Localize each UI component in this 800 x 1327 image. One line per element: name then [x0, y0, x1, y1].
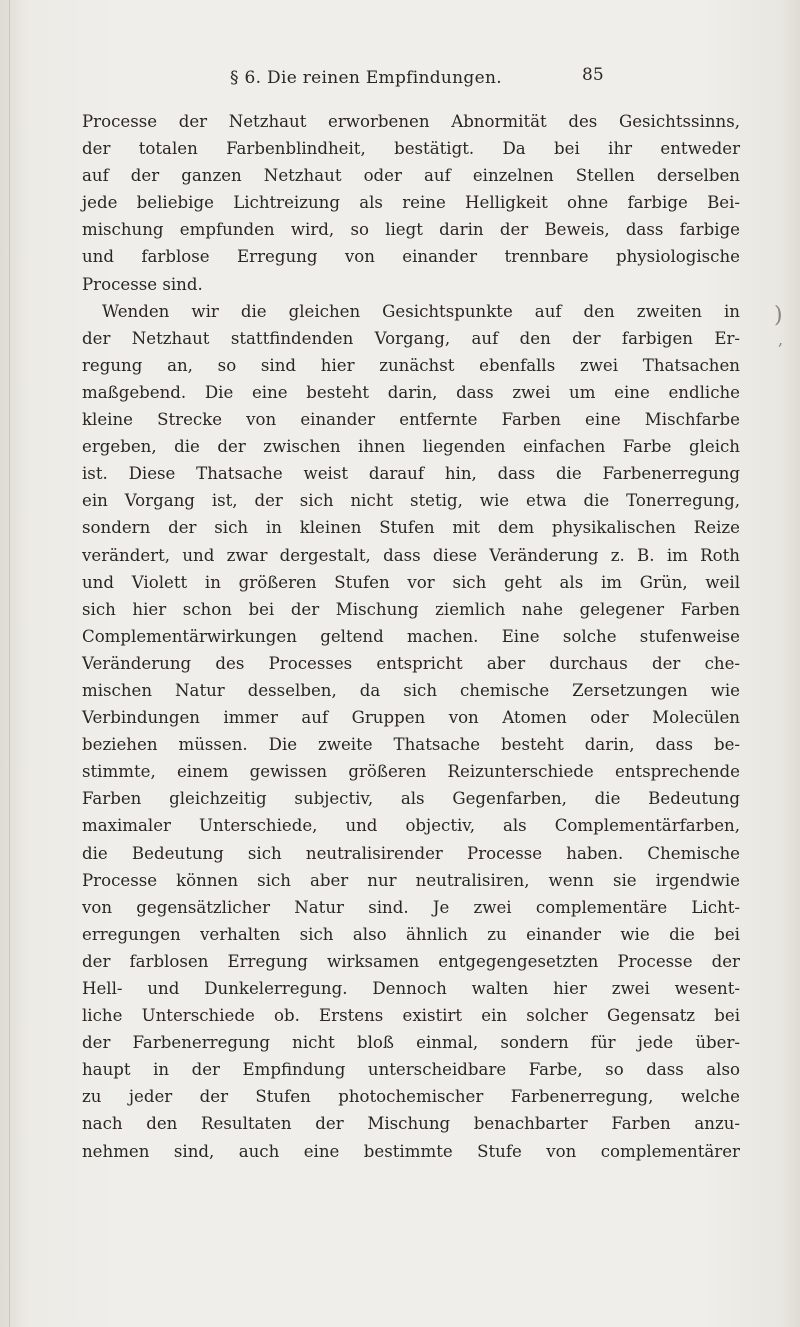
text-line: ist. Diese Thatsache weist darauf hin, dass die Farbenerregung: [82, 464, 740, 484]
text-line: nach den Resultaten der Mischung benachbarter Farben anzu-: [82, 1114, 740, 1134]
text-line: sich hier schon bei der Mischung ziemlich nahe gelegener Farben: [82, 599, 740, 619]
text-line: Processe können sich aber nur neutralisiren, wenn sie irgendwie: [82, 870, 740, 890]
page-number: 85: [582, 65, 604, 85]
text-line: Complementärwirkungen geltend machen. Eine solche stufenweise: [82, 626, 740, 646]
text-line: die Bedeutung sich neutralisirender Processe haben. Chemische: [82, 843, 740, 863]
text-line: maßgebend. Die eine besteht darin, dass zwei um eine endliche: [82, 382, 740, 402]
text-line: der farblosen Erregung wirksamen entgegengesetzten Processe der: [82, 951, 740, 971]
text-line: erregungen verhalten sich also ähnlich zu einander wie die bei: [82, 924, 740, 944]
text-line: beziehen müssen. Die zweite Thatsache besteht darin, dass be-: [82, 735, 740, 755]
text-line: regung an, so sind hier zunächst ebenfalls zwei Thatsachen: [82, 355, 740, 375]
text-line: mischung empfunden wird, so liegt darin der Beweis, dass farbige: [82, 220, 740, 240]
text-line: der totalen Farbenblindheit, bestätigt. Da bei ihr entweder: [82, 139, 740, 159]
page-edge-shadow: [9, 0, 10, 1327]
text-line: Processe der Netzhaut erworbenen Abnormität des Gesichtssinns,: [82, 112, 740, 131]
text-line: stimmte, einem gewissen größeren Reizunterschiede entsprechende: [82, 762, 740, 782]
text-line: sondern der sich in kleinen Stufen mit dem physikalischen Reize: [82, 518, 740, 538]
text-line: Farben gleichzeitig subjectiv, als Gegenfarben, die Bedeutung: [82, 789, 740, 809]
margin-tick-mark: ,: [778, 330, 784, 349]
text-line: maximaler Unterschiede, und objectiv, als Complementärfarben,: [82, 816, 740, 836]
text-line: Verbindungen immer auf Gruppen von Atomen oder Molecülen: [82, 708, 740, 728]
text-line: jede beliebige Lichtreizung als reine Helligkeit ohne farbige Bei-: [82, 193, 740, 213]
text-line: liche Unterschiede ob. Erstens existirt ein solcher Gegensatz bei: [82, 1006, 740, 1026]
text-line: auf der ganzen Netzhaut oder auf einzelnen Stellen derselben: [82, 166, 740, 186]
text-line: von gegensätzlicher Natur sind. Je zwei complementäre Licht-: [82, 897, 740, 917]
section-title: § 6. Die reinen Empfindungen.: [230, 68, 502, 88]
text-line: haupt in der Empfindung unterscheidbare Farbe, so dass also: [82, 1060, 740, 1080]
text-line: nehmen sind, auch eine bestimmte Stufe von complementärer: [82, 1141, 740, 1161]
text-line: und Violett in größeren Stufen vor sich geht als im Grün, weil: [82, 572, 740, 592]
text-line: ein Vorgang ist, der sich nicht stetig, wie etwa die Tonerregung,: [82, 491, 740, 511]
text-line: der Farbenerregung nicht bloß einmal, sondern für jede über-: [82, 1033, 740, 1053]
running-header: [230, 65, 610, 98]
text-line: Hell- und Dunkelerregung. Dennoch walten hier zwei wesent-: [82, 979, 740, 998]
text-line: ergeben, die der zwischen ihnen liegenden einfachen Farbe gleich: [82, 437, 740, 457]
margin-bracket-mark: ): [774, 303, 783, 328]
text-line: kleine Strecke von einander entfernte Farben eine Mischfarbe: [82, 410, 740, 430]
text-line: mischen Natur desselben, da sich chemische Zersetzungen wie: [82, 680, 740, 700]
text-line: Wenden wir die gleichen Gesichtspunkte auf den zweiten in: [102, 301, 740, 321]
text-line: und farblose Erregung von einander trennbare physiologische: [82, 247, 740, 267]
text-line: Veränderung des Processes entspricht aber durchaus der che-: [82, 653, 740, 673]
text-line: zu jeder der Stufen photochemischer Farbenerregung, welche: [82, 1087, 740, 1107]
text-line: verändert, und zwar dergestalt, dass diese Veränderung z. B. im Roth: [82, 545, 740, 565]
text-line: Processe sind.: [82, 274, 203, 294]
body-text: [82, 108, 740, 1165]
text-line: der Netzhaut stattfindenden Vorgang, auf den der farbigen Er-: [82, 328, 740, 348]
